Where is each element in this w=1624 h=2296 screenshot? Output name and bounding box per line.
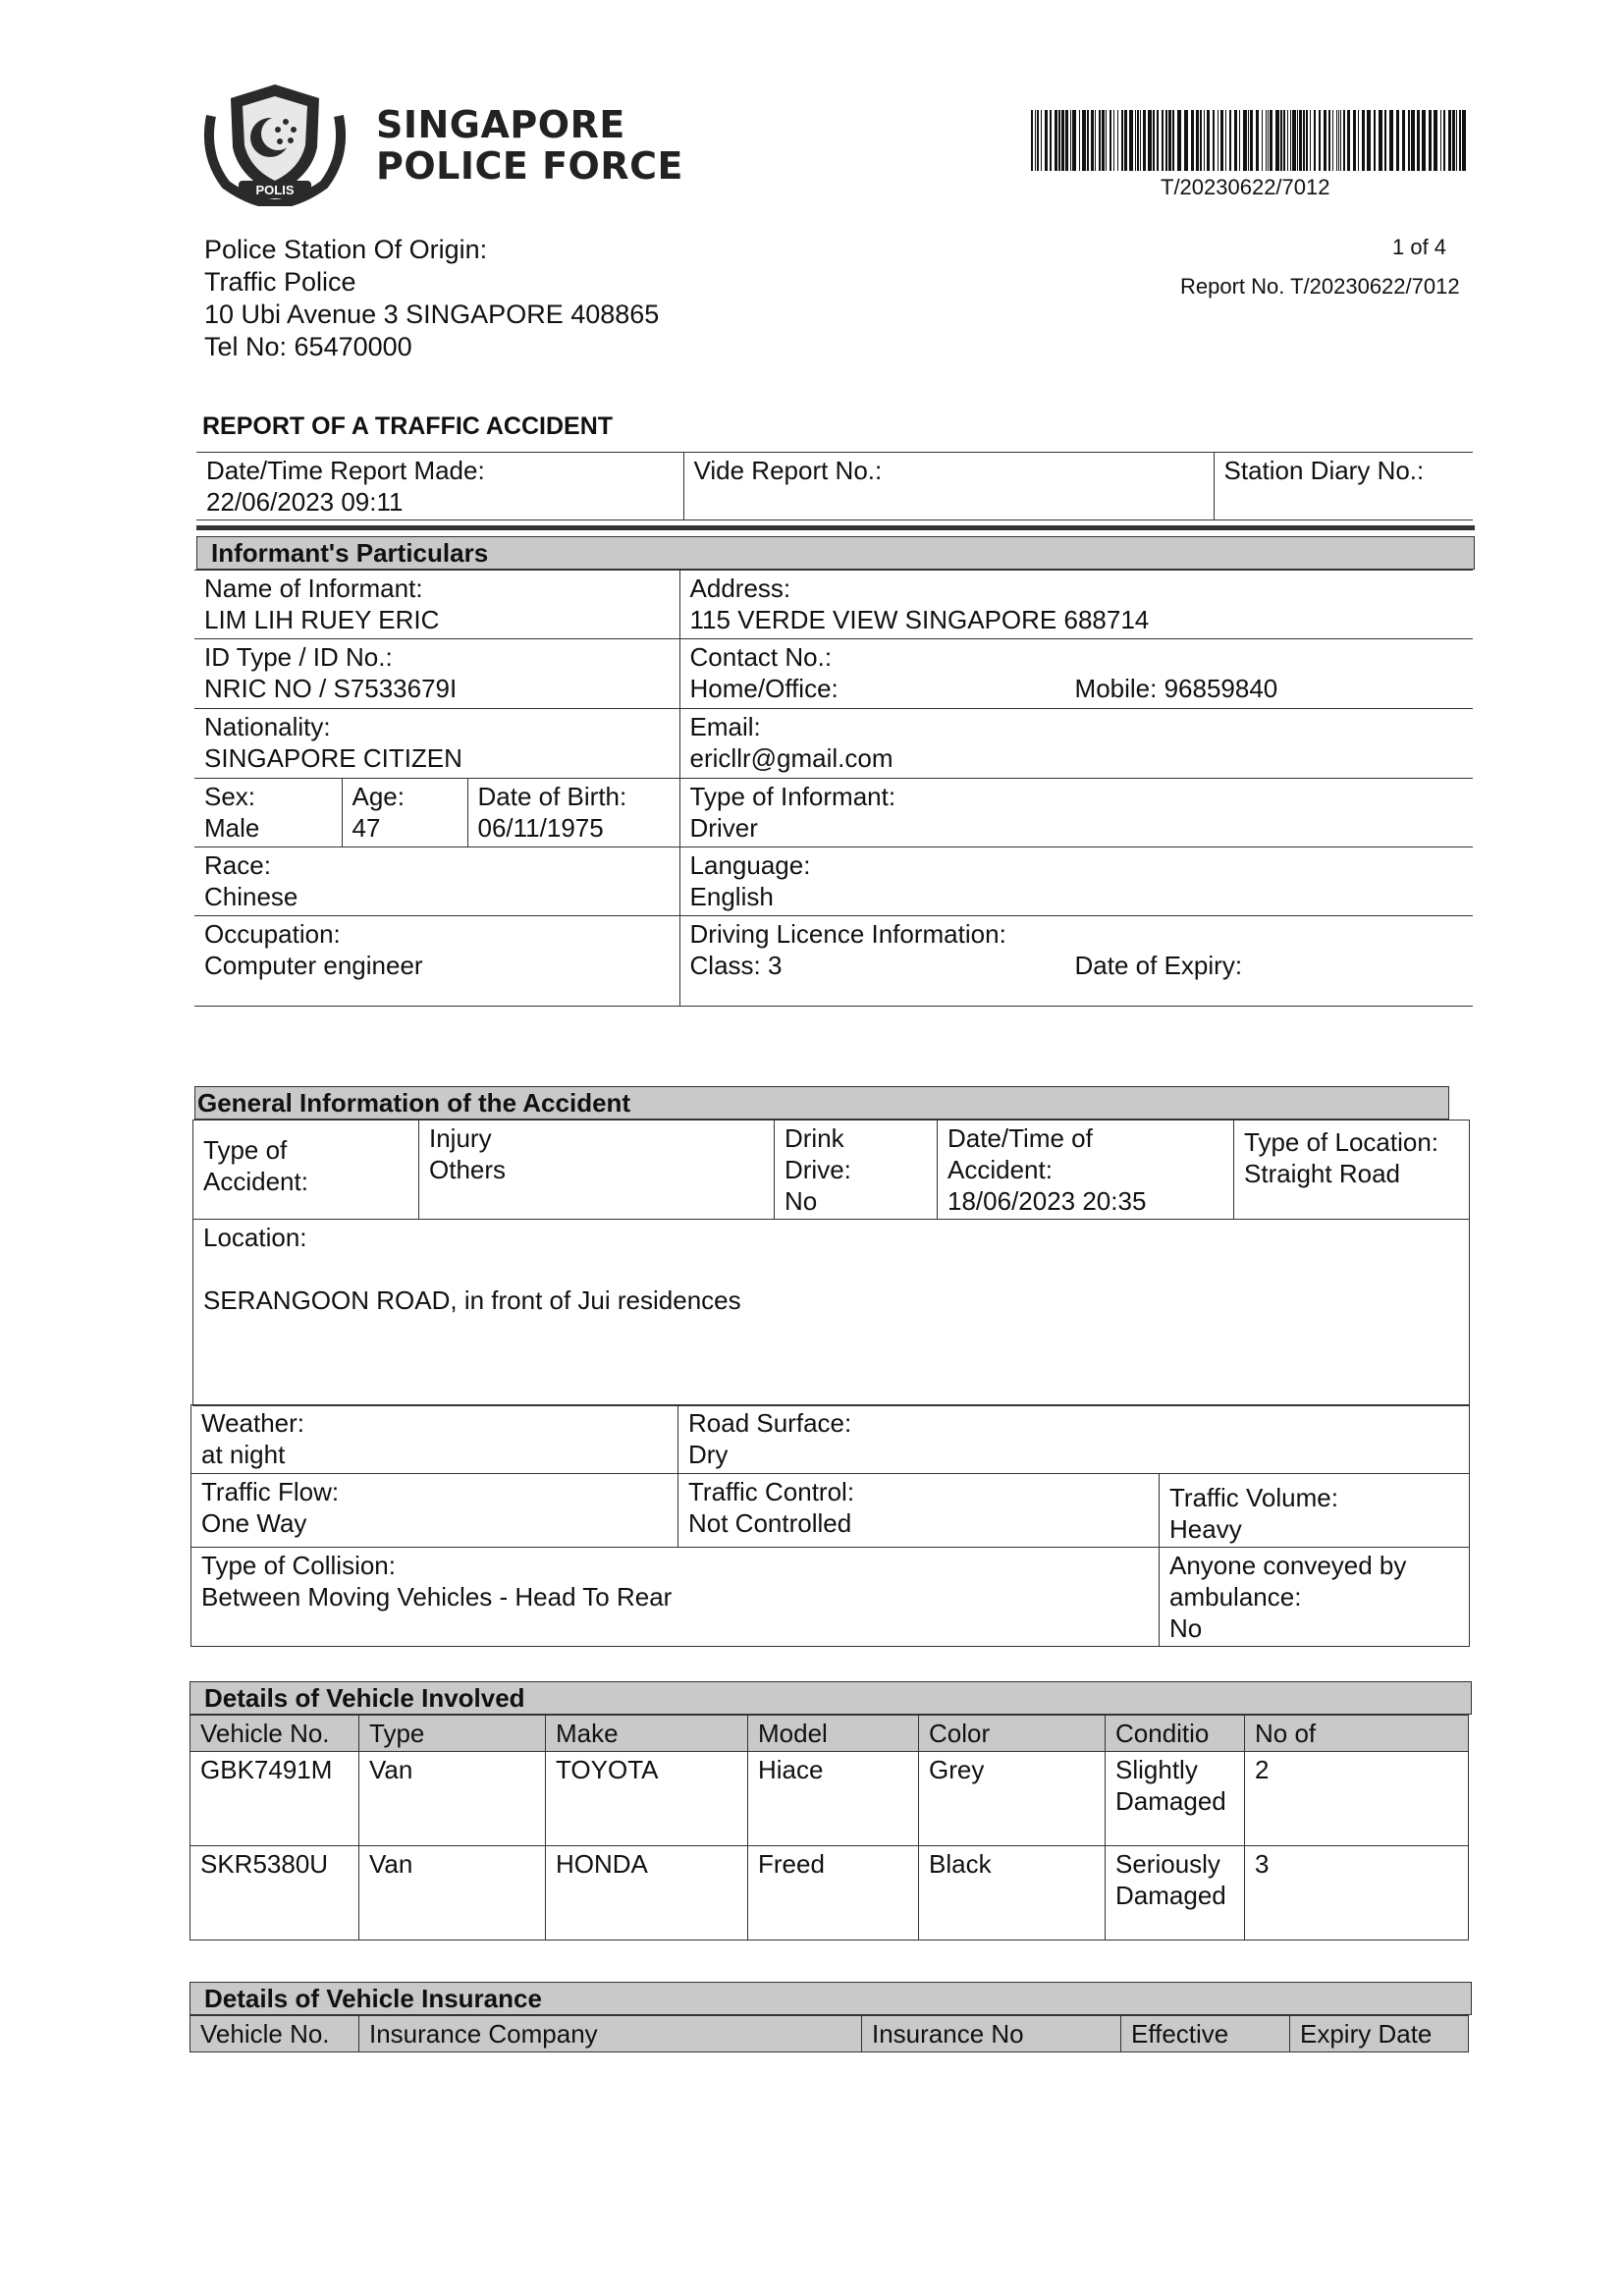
- location-type-label: Type of Location:: [1244, 1127, 1439, 1157]
- station-label: Police Station Of Origin:: [204, 235, 488, 264]
- barcode-bar: [1362, 110, 1365, 171]
- barcode-bar: [1448, 110, 1451, 171]
- barcode-bar: [1434, 110, 1437, 171]
- barcode-bar: [1204, 110, 1205, 171]
- vehicle-condition-1: Seriously: [1115, 1849, 1220, 1879]
- barcode-bar: [1121, 110, 1123, 171]
- barcode-bar: [1165, 110, 1167, 171]
- traffic-control-label: Traffic Control:: [688, 1477, 855, 1506]
- traffic-flow-label: Traffic Flow:: [201, 1477, 340, 1506]
- informant-address-value: 115 VERDE VIEW SINGAPORE 688714: [689, 605, 1150, 634]
- language-label: Language:: [689, 850, 811, 880]
- location-value: SERANGOON ROAD, in front of Jui residences: [203, 1285, 741, 1315]
- barcode-bar: [1213, 110, 1215, 171]
- barcode-bar: [1422, 110, 1426, 171]
- barcode-bar: [1417, 110, 1420, 171]
- home-office-label: Home/Office:: [689, 674, 839, 703]
- barcode-bar: [1037, 110, 1039, 171]
- barcode-bar: [1243, 110, 1247, 171]
- vehicles-table: [189, 1715, 1469, 1941]
- email-value: ericllr@gmail.com: [689, 743, 893, 773]
- insurance-col-number: Insurance No: [862, 2016, 1121, 2052]
- nationality-label: Nationality:: [204, 712, 331, 741]
- barcode-bar: [1389, 110, 1393, 171]
- barcode-bar: [1314, 110, 1316, 171]
- road-surface-value: Dry: [688, 1440, 729, 1469]
- barcode-bar: [1248, 110, 1249, 171]
- barcode-bar: [1306, 110, 1308, 171]
- barcode-bar: [1290, 110, 1291, 171]
- email-label: Email:: [689, 712, 761, 741]
- table-row: [190, 1752, 1469, 1846]
- barcode-bar: [1324, 110, 1326, 171]
- insurance-table: [189, 2015, 1469, 2052]
- barcode-bar: [1153, 110, 1155, 171]
- barcode-bar: [1310, 110, 1311, 171]
- accident-datetime-value: 18/06/2023 20:35: [947, 1186, 1147, 1216]
- vehicle-condition-2: Damaged: [1115, 1881, 1226, 1910]
- informant-id-label: ID Type / ID No.:: [204, 642, 393, 672]
- barcode-bar: [1332, 110, 1333, 171]
- barcode-bar: [1200, 110, 1202, 171]
- barcode-bar: [1338, 110, 1339, 171]
- vehicles-col-make: Make: [546, 1716, 748, 1752]
- station-tel: Tel No: 65470000: [204, 332, 412, 361]
- report-title: REPORT OF A TRAFFIC ACCIDENT: [202, 412, 614, 440]
- station-block: [204, 234, 659, 363]
- barcode-bar: [1135, 110, 1136, 171]
- barcode-bar: [1162, 110, 1164, 171]
- dob-value: 06/11/1975: [477, 813, 604, 843]
- station-name: Traffic Police: [204, 267, 356, 297]
- vehicle-color: Black: [919, 1846, 1106, 1941]
- vehicle-make: HONDA: [546, 1846, 748, 1941]
- barcode-bar: [1429, 110, 1432, 171]
- barcode-bar: [1172, 110, 1174, 171]
- vehicles-section-header: Details of Vehicle Involved: [189, 1681, 1472, 1715]
- vehicle-no-of: 2: [1245, 1752, 1469, 1846]
- report-meta-table: [196, 452, 1473, 520]
- accident-datetime-label-2: Accident:: [947, 1155, 1053, 1184]
- drink-drive-label-2: Drive:: [785, 1155, 851, 1184]
- barcode-bar: [1058, 110, 1060, 171]
- barcode-bar: [1137, 110, 1139, 171]
- barcode-bar: [1045, 110, 1048, 171]
- org-name-line2: POLICE FORCE: [376, 144, 683, 188]
- barcode-bar: [1129, 110, 1133, 171]
- informant-id-value: NRIC NO / S7533679I: [204, 674, 458, 703]
- barcode-bar: [1374, 110, 1376, 171]
- accident-type-label-2: Accident:: [203, 1167, 308, 1196]
- informant-address-label: Address:: [689, 574, 791, 603]
- barcode-bar: [1456, 110, 1457, 171]
- barcode-bar: [1262, 110, 1263, 171]
- barcode-bar: [1102, 110, 1105, 171]
- barcode-bar: [1319, 110, 1321, 171]
- barcode-bar: [1367, 110, 1371, 171]
- barcode-bar: [1462, 110, 1466, 171]
- barcode-bar: [1168, 110, 1171, 171]
- barcode-bar: [1283, 110, 1285, 171]
- accident-datetime-label-1: Date/Time of: [947, 1123, 1093, 1153]
- ambulance-value: No: [1169, 1613, 1203, 1643]
- accident-top-table: [192, 1120, 1470, 1406]
- insurance-col-company: Insurance Company: [359, 2016, 862, 2052]
- barcode-bar: [1268, 110, 1269, 171]
- vehicle-color: Grey: [919, 1752, 1106, 1846]
- barcode-bar: [1148, 110, 1152, 171]
- barcode-bar: [1070, 110, 1071, 171]
- vehicle-model: Freed: [748, 1846, 919, 1941]
- licence-label: Driving Licence Information:: [689, 919, 1006, 949]
- vehicles-col-type: Type: [359, 1716, 546, 1752]
- road-surface-label: Road Surface:: [688, 1408, 852, 1438]
- traffic-flow-value: One Way: [201, 1508, 307, 1538]
- accident-conditions-table: [190, 1404, 1470, 1647]
- licence-expiry-label: Date of Expiry:: [1074, 951, 1243, 980]
- weather-value: at night: [201, 1440, 286, 1469]
- barcode-bar: [1347, 110, 1350, 171]
- barcode-bar: [1072, 110, 1076, 171]
- barcode-bar: [1207, 110, 1210, 171]
- drink-drive-value: No: [785, 1186, 818, 1216]
- barcode-bar: [1095, 110, 1096, 171]
- barcode-bar: [1343, 110, 1345, 171]
- barcode-bar: [1384, 110, 1386, 171]
- barcode-bar: [1256, 110, 1259, 171]
- traffic-control-value: Not Controlled: [688, 1508, 852, 1538]
- barcode-bar: [1087, 110, 1089, 171]
- accident-section-header: General Information of the Accident: [194, 1086, 1449, 1120]
- barcode-bar: [1340, 110, 1341, 171]
- barcode-bar: [1106, 110, 1107, 171]
- barcode-bar: [1408, 110, 1410, 171]
- barcode-bar: [1452, 110, 1455, 171]
- barcode-bar: [1050, 110, 1052, 171]
- barcode-bar: [1234, 110, 1237, 171]
- informant-table: [194, 570, 1473, 1007]
- occupation-value: Computer engineer: [204, 951, 423, 980]
- contact-label: Contact No.:: [689, 642, 833, 672]
- station-address: 10 Ubi Avenue 3 SINGAPORE 408865: [204, 300, 660, 329]
- barcode-bar: [1035, 110, 1036, 171]
- vehicles-col-condition: Conditio: [1106, 1716, 1245, 1752]
- race-label: Race:: [204, 850, 271, 880]
- weather-label: Weather:: [201, 1408, 305, 1438]
- barcode-bar: [1177, 110, 1181, 171]
- vehicles-col-model: Model: [748, 1716, 919, 1752]
- station-diary-label: Station Diary No.:: [1223, 456, 1425, 485]
- barcode-bar: [1402, 110, 1405, 171]
- informant-type-value: Driver: [689, 813, 758, 843]
- table-row: [190, 1846, 1469, 1941]
- barcode-bar: [1140, 110, 1141, 171]
- barcode-bar: [1091, 110, 1094, 171]
- barcode-bar: [1336, 110, 1337, 171]
- barcode-bar: [1239, 110, 1240, 171]
- barcode-bar: [1379, 110, 1382, 171]
- barcode-bar: [1143, 110, 1146, 171]
- barcode-bar: [1191, 110, 1194, 171]
- barcode-bar: [1396, 110, 1399, 171]
- mobile-label: Mobile: 96859840: [1074, 674, 1278, 703]
- vehicle-no: GBK7491M: [190, 1752, 359, 1846]
- barcode-bar: [1117, 110, 1118, 171]
- race-value: Chinese: [204, 882, 298, 911]
- barcode-bar: [1270, 110, 1272, 171]
- barcode-bar: [1082, 110, 1086, 171]
- barcode-bar: [1443, 110, 1445, 171]
- barcode-bar: [1220, 110, 1223, 171]
- insurance-col-effective: Effective: [1121, 2016, 1290, 2052]
- barcode-bar: [1225, 110, 1226, 171]
- occupation-label: Occupation:: [204, 919, 341, 949]
- barcode-bar: [1358, 110, 1359, 171]
- vehicle-no: SKR5380U: [190, 1846, 359, 1941]
- barcode-bar: [1459, 110, 1461, 171]
- traffic-volume-value: Heavy: [1169, 1514, 1242, 1544]
- barcode-bar: [1110, 110, 1111, 171]
- traffic-volume-label: Traffic Volume:: [1169, 1483, 1338, 1512]
- dob-label: Date of Birth:: [477, 782, 627, 811]
- barcode-bar: [1287, 110, 1288, 171]
- informant-name-label: Name of Informant:: [204, 574, 423, 603]
- vehicle-model: Hiace: [748, 1752, 919, 1846]
- vehicle-condition-1: Slightly: [1115, 1755, 1198, 1784]
- vehicles-col-color: Color: [919, 1716, 1106, 1752]
- informant-section-header: Informant's Particulars: [196, 536, 1475, 570]
- report-datetime-label: Date/Time Report Made:: [206, 456, 485, 485]
- nationality-value: SINGAPORE CITIZEN: [204, 743, 462, 773]
- report-datetime-value: 22/06/2023 09:11: [206, 487, 404, 517]
- barcode-bar: [1196, 110, 1199, 171]
- barcode-bar: [1328, 110, 1330, 171]
- drink-drive-label-1: Drink: [785, 1123, 844, 1153]
- ambulance-label-1: Anyone conveyed by: [1169, 1551, 1407, 1580]
- licence-class: Class: 3: [689, 951, 783, 980]
- vehicles-col-no-of: No of: [1245, 1716, 1469, 1752]
- barcode-bar: [1079, 110, 1080, 171]
- age-label: Age:: [352, 782, 405, 811]
- location-label: Location:: [203, 1223, 307, 1252]
- vehicle-condition-2: Damaged: [1115, 1786, 1226, 1816]
- barcode-bar: [1184, 110, 1188, 171]
- barcode-bar: [1065, 110, 1068, 171]
- barcode-bar: [1292, 110, 1296, 171]
- barcode-bar: [1124, 110, 1127, 171]
- barcode-bar: [1250, 110, 1253, 171]
- page-indicator: 1 of 4: [1392, 235, 1447, 259]
- barcode-bar: [1157, 110, 1159, 171]
- barcode-bar: [1055, 110, 1057, 171]
- accident-type-value-2: Others: [429, 1155, 507, 1184]
- informant-name-value: LIM LIH RUEY ERIC: [204, 605, 440, 634]
- barcode-bar: [1353, 110, 1356, 171]
- barcode-bar: [1303, 110, 1305, 171]
- informant-type-label: Type of Informant:: [689, 782, 896, 811]
- barcode-text: T/20230622/7012: [1161, 175, 1330, 199]
- ambulance-label-2: ambulance:: [1169, 1582, 1302, 1612]
- location-type-value: Straight Road: [1244, 1159, 1400, 1188]
- collision-type-value: Between Moving Vehicles - Head To Rear: [201, 1582, 673, 1612]
- barcode-bar: [1061, 110, 1064, 171]
- age-value: 47: [352, 813, 381, 843]
- barcode-bar: [1411, 110, 1415, 171]
- vehicle-type: Van: [359, 1752, 546, 1846]
- sex-label: Sex:: [204, 782, 256, 811]
- vehicle-no-of: 3: [1245, 1846, 1469, 1941]
- org-name-line1: SINGAPORE: [376, 103, 625, 146]
- barcode-bar: [1297, 110, 1298, 171]
- barcode-bar: [1113, 110, 1114, 171]
- barcode-bar: [1229, 110, 1231, 171]
- barcode-bar: [1031, 110, 1033, 171]
- barcode-bar: [1440, 110, 1441, 171]
- barcode-bar: [1299, 110, 1302, 171]
- barcode-bar: [1041, 110, 1042, 171]
- insurance-col-expiry: Expiry Date: [1290, 2016, 1469, 2052]
- barcode-bar: [1275, 110, 1279, 171]
- accident-type-value-1: Injury: [429, 1123, 492, 1153]
- language-value: English: [689, 882, 774, 911]
- insurance-section-header: Details of Vehicle Insurance: [189, 1982, 1472, 2015]
- barcode-bar: [1280, 110, 1282, 171]
- barcode-bar: [1099, 110, 1101, 171]
- vide-report-label: Vide Report No.:: [693, 456, 883, 485]
- logo-text: POLIS: [255, 183, 295, 197]
- insurance-col-vehicle-no: Vehicle No.: [190, 2016, 359, 2052]
- barcode-bar: [1266, 110, 1267, 171]
- report-number: Report No. T/20230622/7012: [1180, 274, 1460, 299]
- accident-type-label-1: Type of: [203, 1135, 288, 1165]
- vehicles-col-vehicle-no: Vehicle No.: [190, 1716, 359, 1752]
- barcode: [1031, 110, 1469, 171]
- collision-type-label: Type of Collision:: [201, 1551, 396, 1580]
- vehicle-type: Van: [359, 1846, 546, 1941]
- sex-value: Male: [204, 813, 260, 843]
- vehicle-make: TOYOTA: [546, 1752, 748, 1846]
- police-logo: [201, 77, 349, 206]
